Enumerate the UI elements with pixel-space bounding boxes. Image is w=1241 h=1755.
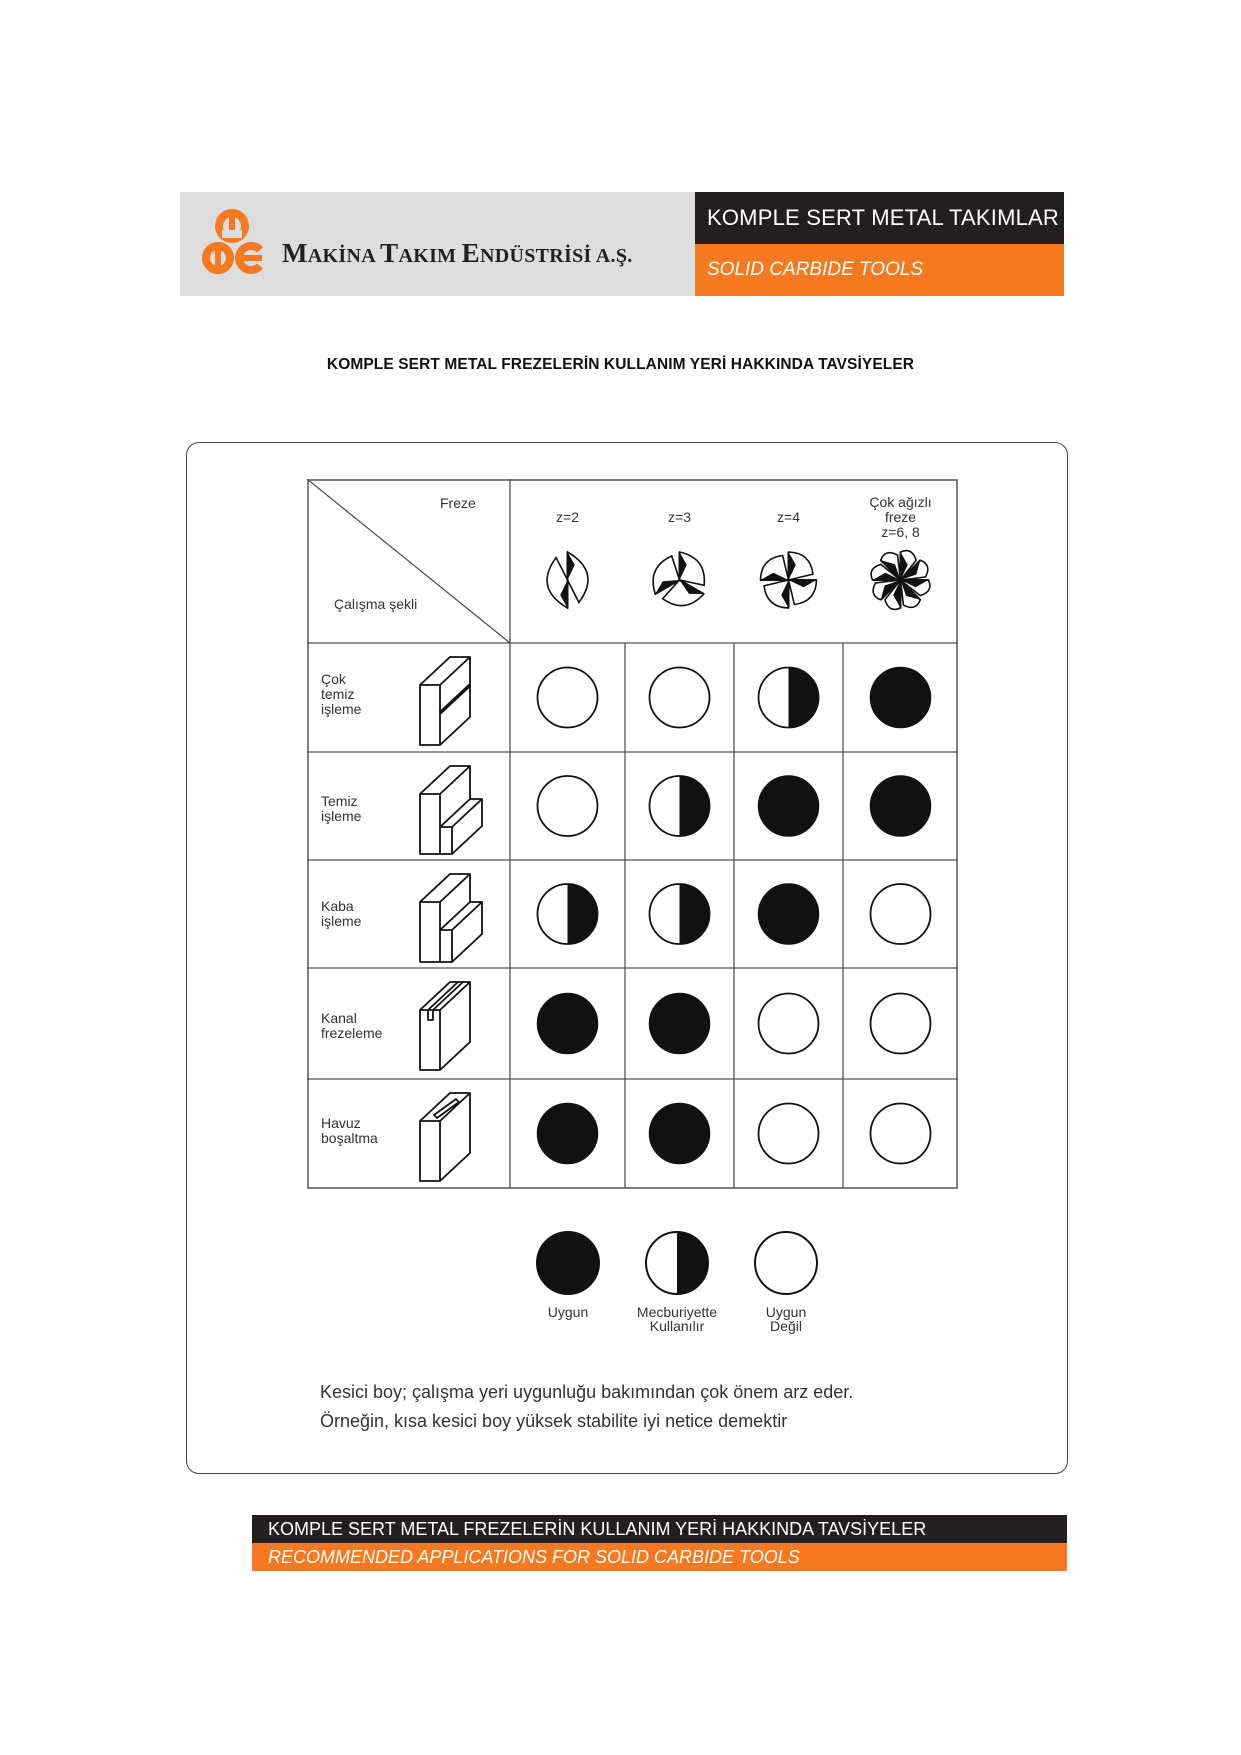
- rating-conditional-fill: [789, 668, 819, 728]
- legend-label-line: Mecburiyette: [636, 1304, 718, 1320]
- company-name: [282, 238, 633, 269]
- company-name-part: T: [380, 238, 399, 268]
- row-label-line: Kanal: [321, 1010, 357, 1026]
- corner-top-label: Freze: [440, 495, 476, 511]
- rating-suitable-icon: [650, 994, 710, 1054]
- row-label-very-fine-finishing: [321, 672, 361, 717]
- corner-bottom-label: Çalışma şekli: [334, 596, 418, 612]
- legend-label: Uygun: [547, 1304, 589, 1320]
- rating-suitable-icon: [538, 1104, 598, 1164]
- row-label-roughing: [321, 899, 361, 929]
- empty-circle-icon: [753, 1230, 819, 1296]
- rating-suitable-icon: [538, 994, 598, 1054]
- cutting-length-note: [320, 1378, 853, 1436]
- rating-not-suitable-icon: [871, 1104, 931, 1164]
- row-label-pocketing: [321, 1116, 378, 1146]
- rating-conditional-fill: [680, 776, 710, 836]
- rating-not-suitable-icon: [650, 668, 710, 728]
- row-label-line: işleme: [321, 913, 362, 929]
- rating-suitable-icon: [759, 884, 819, 944]
- table-grid: [307, 479, 958, 1190]
- column-header-z4: z=4: [777, 509, 800, 525]
- rating-conditional-fill: [680, 884, 710, 944]
- rough-workpiece-icon: [420, 874, 482, 962]
- footer-title-en: RECOMMENDED APPLICATIONS FOR SOLID CARBIDE TOOLS: [252, 1543, 1067, 1571]
- legend-label-line: Uygun: [765, 1304, 807, 1320]
- row-label-line: frezeleme: [321, 1025, 383, 1041]
- footer-band: [252, 1515, 1067, 1571]
- row-label-slot-milling: [321, 1011, 382, 1041]
- legend-item-not-suitable: [726, 1230, 846, 1333]
- footer-title-tr: KOMPLE SERT METAL FREZELERİN KULLANIM YERİ HAKKINDA TAVSİYELER: [252, 1515, 1067, 1543]
- three-flute-cutter-icon: [653, 552, 704, 606]
- recommendation-table: [307, 479, 958, 1190]
- two-flute-cutter-icon: [547, 552, 588, 608]
- rating-not-suitable-icon: [538, 776, 598, 836]
- rating-not-suitable-icon: [871, 884, 931, 944]
- column-header-line: freze: [884, 509, 917, 525]
- row-label-line: Kaba: [321, 898, 354, 914]
- rating-not-suitable-icon: [871, 994, 931, 1054]
- rating-suitable-icon: [871, 776, 931, 836]
- company-name-part: AKİNA: [307, 245, 381, 267]
- column-header-z3: z=3: [668, 509, 691, 525]
- header-band: [180, 192, 1064, 296]
- legend-label-line: Değil: [770, 1318, 802, 1334]
- legend-label: [617, 1305, 737, 1333]
- very-fine-finish-workpiece-icon: [420, 657, 470, 745]
- four-flute-cutter-icon: [761, 552, 817, 608]
- rating-suitable-icon: [871, 668, 931, 728]
- mte-logo-icon: [202, 208, 274, 280]
- multi-flute-cutter-icon: [871, 551, 930, 610]
- company-name-part: A.Ş.: [595, 245, 633, 267]
- row-label-finishing: [321, 794, 361, 824]
- header-logo-area: [180, 192, 695, 296]
- company-name-part: NDÜSTRİSİ: [479, 245, 596, 267]
- column-header-multi: [843, 495, 958, 540]
- row-label-line: işleme: [321, 808, 362, 824]
- rating-suitable-icon: [650, 1104, 710, 1164]
- rating-not-suitable-icon: [759, 1104, 819, 1164]
- rating-not-suitable-icon: [759, 994, 819, 1054]
- column-header-z2: z=2: [556, 509, 579, 525]
- row-label-line: işleme: [321, 701, 362, 717]
- company-name-part: E: [461, 238, 480, 268]
- legend-label-line: Kullanılır: [649, 1318, 705, 1334]
- header-category-en: SOLID CARBIDE TOOLS: [695, 244, 1064, 296]
- slot-workpiece-icon: [420, 982, 470, 1070]
- row-label-line: Çok: [321, 671, 346, 687]
- half-circle-icon: [644, 1230, 710, 1296]
- row-label-line: boşaltma: [321, 1130, 378, 1146]
- legend: [0, 1230, 1241, 1340]
- company-name-part: AKIM: [398, 245, 462, 267]
- company-name-part: M: [282, 238, 308, 268]
- finish-workpiece-icon: [420, 766, 482, 854]
- header-category-tr: KOMPLE SERT METAL TAKIMLAR: [695, 192, 1064, 244]
- column-header-line: Çok ağızlı: [869, 494, 932, 510]
- rating-conditional-fill: [568, 884, 598, 944]
- row-label-line: Temiz: [321, 793, 358, 809]
- column-header-line: z=6, 8: [881, 524, 920, 540]
- pocket-workpiece-icon: [420, 1093, 470, 1181]
- page-title: KOMPLE SERT METAL FREZELERİN KULLANIM YERİ HAKKINDA TAVSİYELER: [326, 356, 915, 373]
- legend-label: [726, 1305, 846, 1333]
- note-line: Örneğin, kısa kesici boy yüksek stabilite iyi netice demektir: [320, 1411, 788, 1431]
- full-circle-icon: [535, 1230, 601, 1296]
- row-label-line: temiz: [321, 686, 355, 702]
- legend-item-conditional: [617, 1230, 737, 1333]
- table-border: [308, 480, 957, 1188]
- legend-item-suitable: [508, 1230, 628, 1319]
- note-line: Kesici boy; çalışma yeri uygunluğu bakımından çok önem arz eder.: [320, 1382, 854, 1402]
- corner-diagonal: [307, 479, 510, 643]
- rating-not-suitable-icon: [538, 668, 598, 728]
- rating-suitable-icon: [759, 776, 819, 836]
- row-label-line: Havuz: [321, 1115, 361, 1131]
